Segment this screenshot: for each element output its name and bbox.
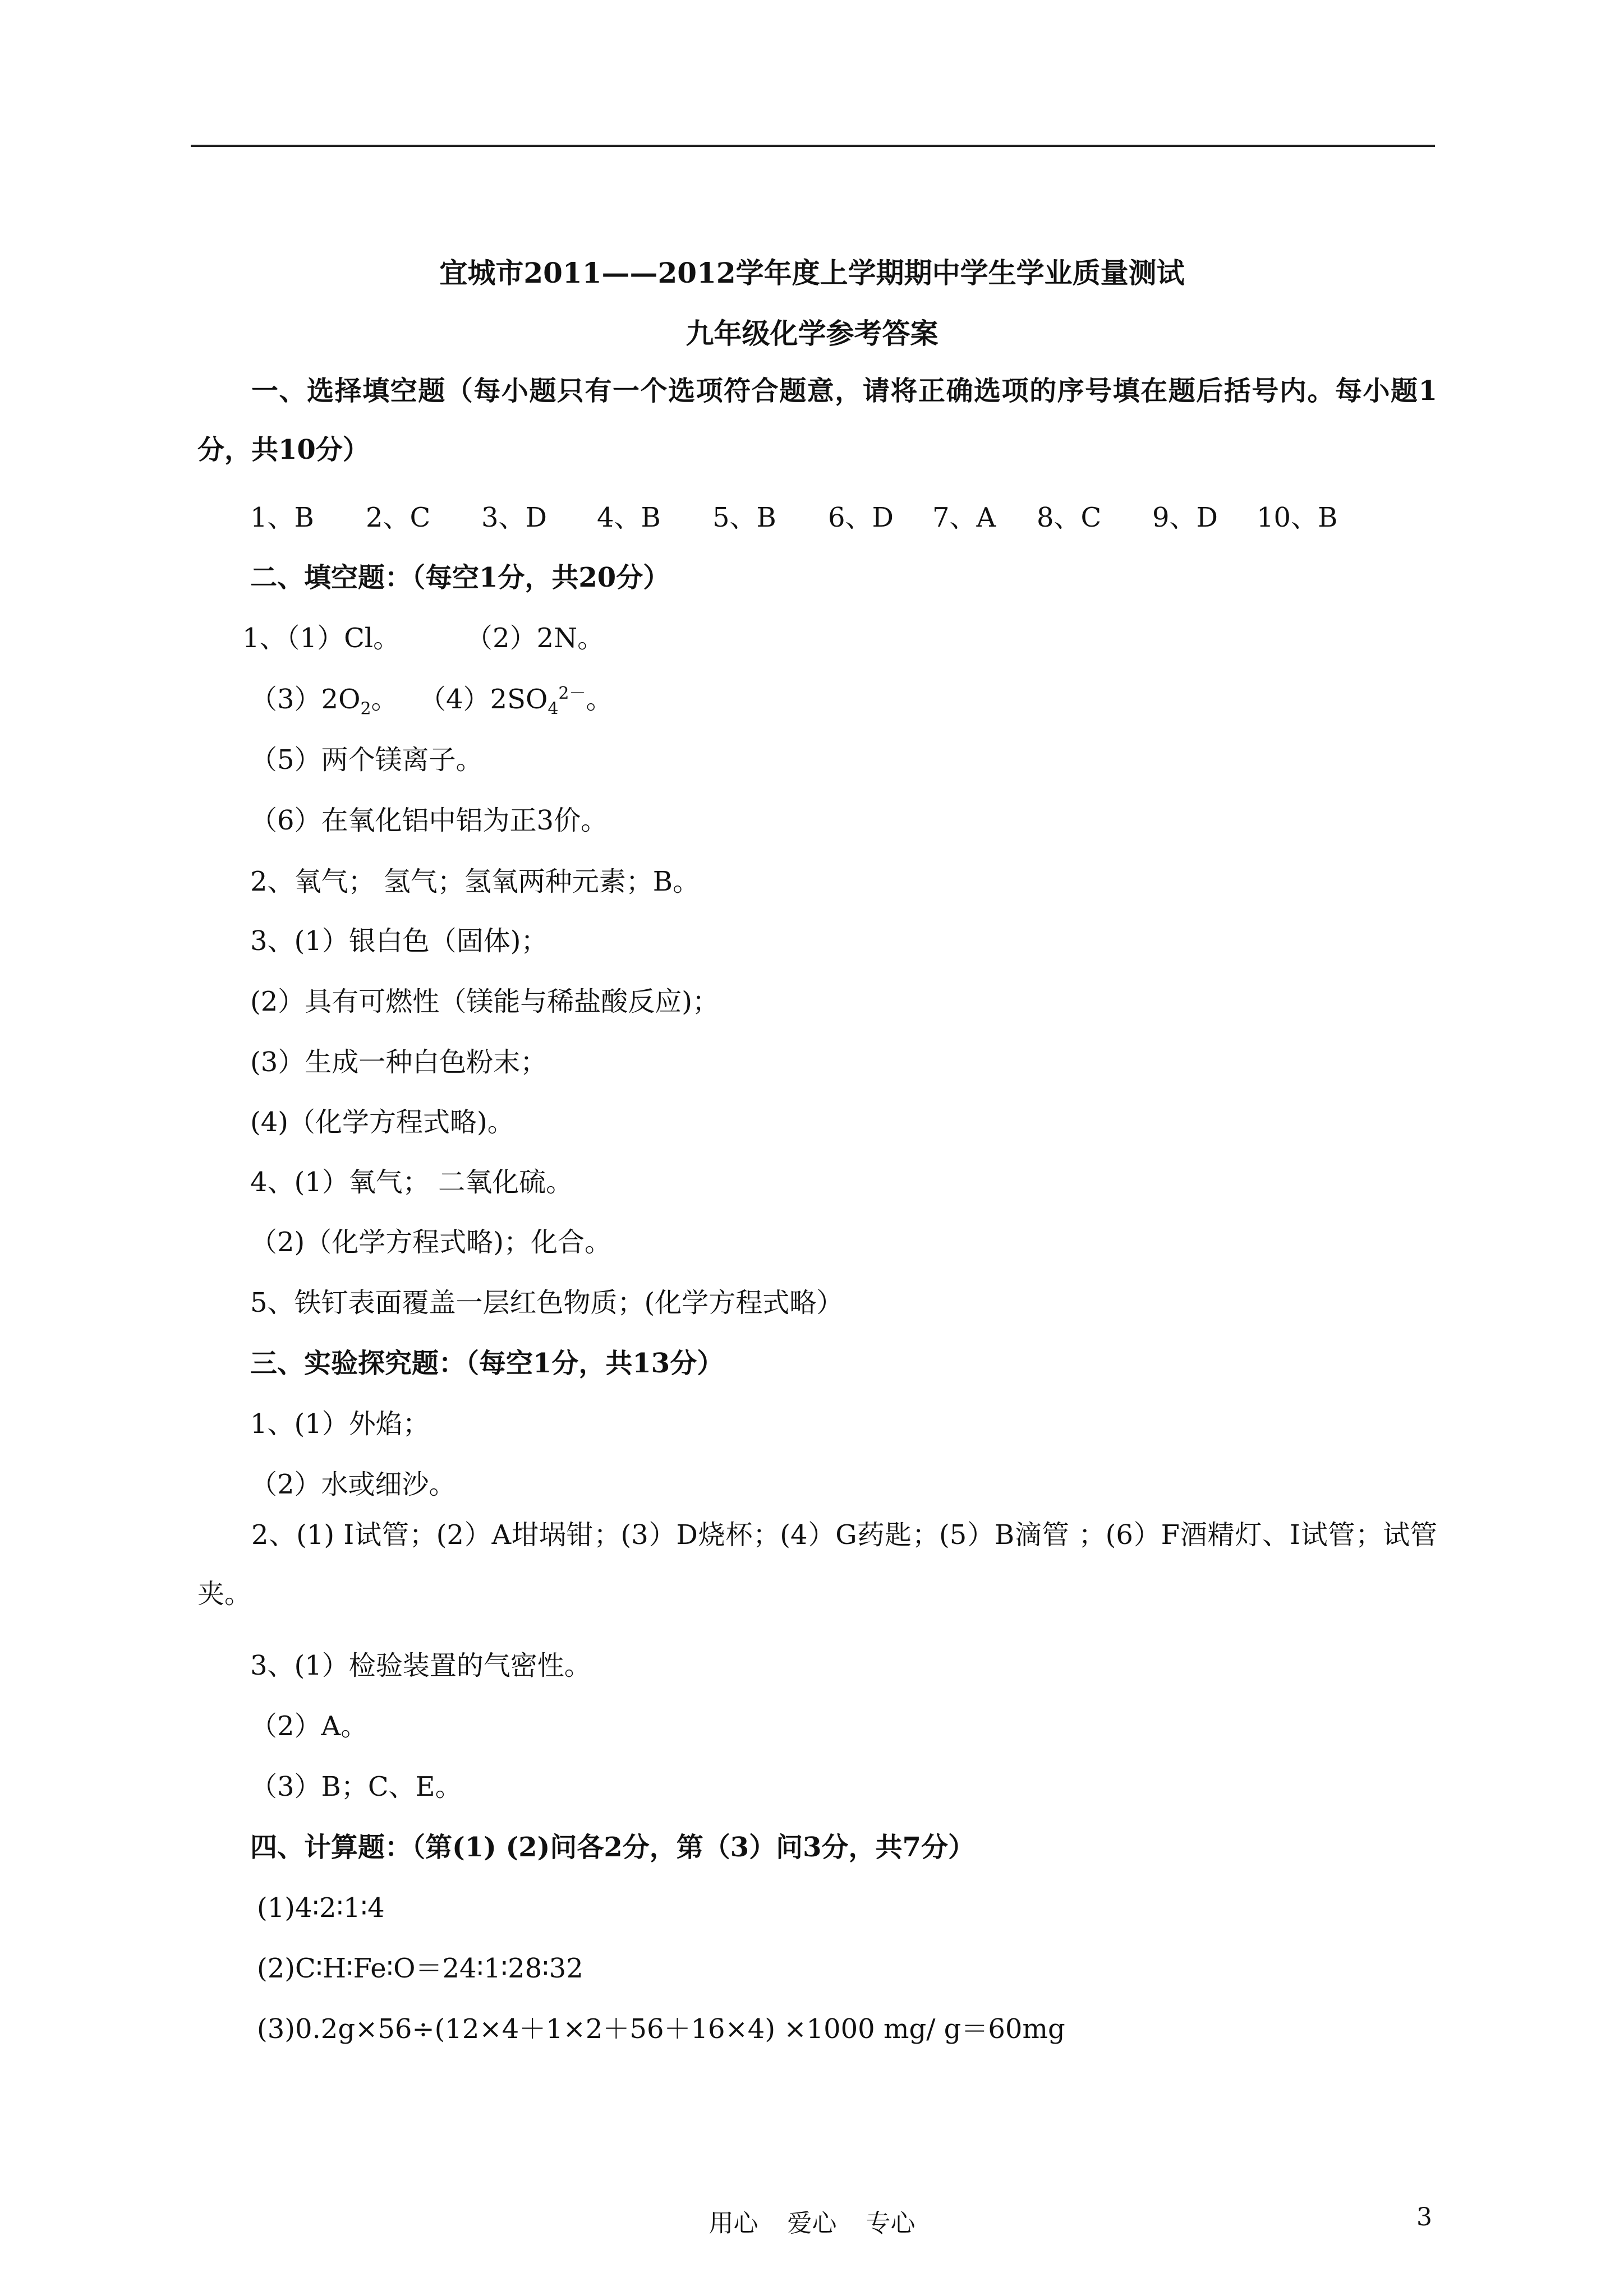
answer-4-3: (3)0.2g×56÷(12×4＋1×2＋56＋16×4) ×1000 mg/ g＝60mg (257, 2013, 1065, 2045)
answer-2-3-1: 3、(1）银白色（固体)； (250, 925, 548, 957)
answer-item: 3、D (481, 502, 548, 533)
section3-heading: 三、实验探究题：（每空1分，共13分） (250, 1348, 724, 1379)
answer-4-1: (1)4∶2∶1∶4 (257, 1892, 385, 1924)
answer-3-3-3: （3）B；C、E。 (250, 1771, 462, 1802)
answer-item: 6、D (828, 502, 894, 533)
answer-2-1-3: $(3)2O_2$。 (250, 684, 398, 719)
answer-2-1-2: （2）2N。 (466, 623, 605, 654)
answer-2-1-5: （5）两个镁离子。 (250, 744, 483, 776)
answer-3-1-1: 1、(1）外焰； (250, 1408, 430, 1440)
answer-3-3-2: （2）A。 (250, 1711, 368, 1742)
answer-item: 2、C (366, 502, 431, 533)
answer-item: 10、B (1257, 502, 1338, 533)
answer-item: 7、A (932, 502, 996, 533)
section1-heading: 一、选择填空题（每小题只有一个选项符合题意，请将正确选项的序号填在题后括号内。每小题1分，共10分） (197, 375, 1437, 465)
footer-item: 用心 (709, 2209, 758, 2238)
answer-2-2: 2、氧气； 氢气；氢氧两种元素；B。 (250, 866, 700, 897)
answer-item: 5、B (712, 502, 776, 533)
section1-answers (250, 498, 1337, 537)
footer-item: 爱心 (787, 2209, 837, 2238)
answer-item: 1、B (250, 502, 314, 533)
answer-4-2: (2)C∶H∶Fe∶O＝24∶1∶28∶32 (257, 1953, 583, 1984)
answer-3-3-1: 3、(1）检验装置的气密性。 (250, 1650, 591, 1681)
footer-item: 专心 (866, 2209, 915, 2238)
page-subtitle: 九年级化学参考答案 (686, 317, 938, 350)
answer-2-1-6: （6）在氧化铝中铝为正3价。 (250, 805, 608, 836)
answer-2-3-3: (3）生成一种白色粉末； (250, 1046, 548, 1078)
answer-item: 8、C (1037, 502, 1102, 533)
answer-2-1-4: $(4)2SO_4^{2-}$。 (419, 684, 613, 719)
answer-3-1-2: （2）水或细沙。 (250, 1469, 456, 1500)
answer-2-4-2: （2)（化学方程式略)；化合。 (250, 1227, 611, 1258)
section2-heading: 二、填空题：（每空1分，共20分） (250, 562, 670, 593)
answer-item: 4、B (597, 502, 661, 533)
section4-heading: 四、计算题：（第(1) (2)问各2分，第（3）问3分，共7分） (250, 1832, 975, 1863)
page-number: 3 (1416, 2203, 1432, 2232)
page-footer (0, 2203, 1624, 2239)
answer-2-3-4: (4)（化学方程式略)。 (250, 1106, 514, 1138)
answer-2-4-1: 4、(1）氧气； 二氧化硫。 (250, 1167, 573, 1198)
header-rule (191, 145, 1435, 147)
answer-item: 9、D (1152, 502, 1218, 533)
page-title: 宜城市2011——2012学年度上学期期中学生学业质量测试 (439, 256, 1185, 289)
answer-3-2: 2、(1) I试管；(2）A坩埚钳；(3）D烧杯；(4）G药匙；(5）B滴管 ；(6）F酒精灯、I试管；试管夹。 (197, 1519, 1437, 1610)
answer-2-5: 5、铁钉表面覆盖一层红色物质；(化学方程式略） (250, 1287, 844, 1318)
answer-2-3-2: (2）具有可燃性（镁能与稀盐酸反应)； (250, 986, 719, 1017)
answer-2-1-1: 1、（1）Cl。 (242, 623, 401, 654)
